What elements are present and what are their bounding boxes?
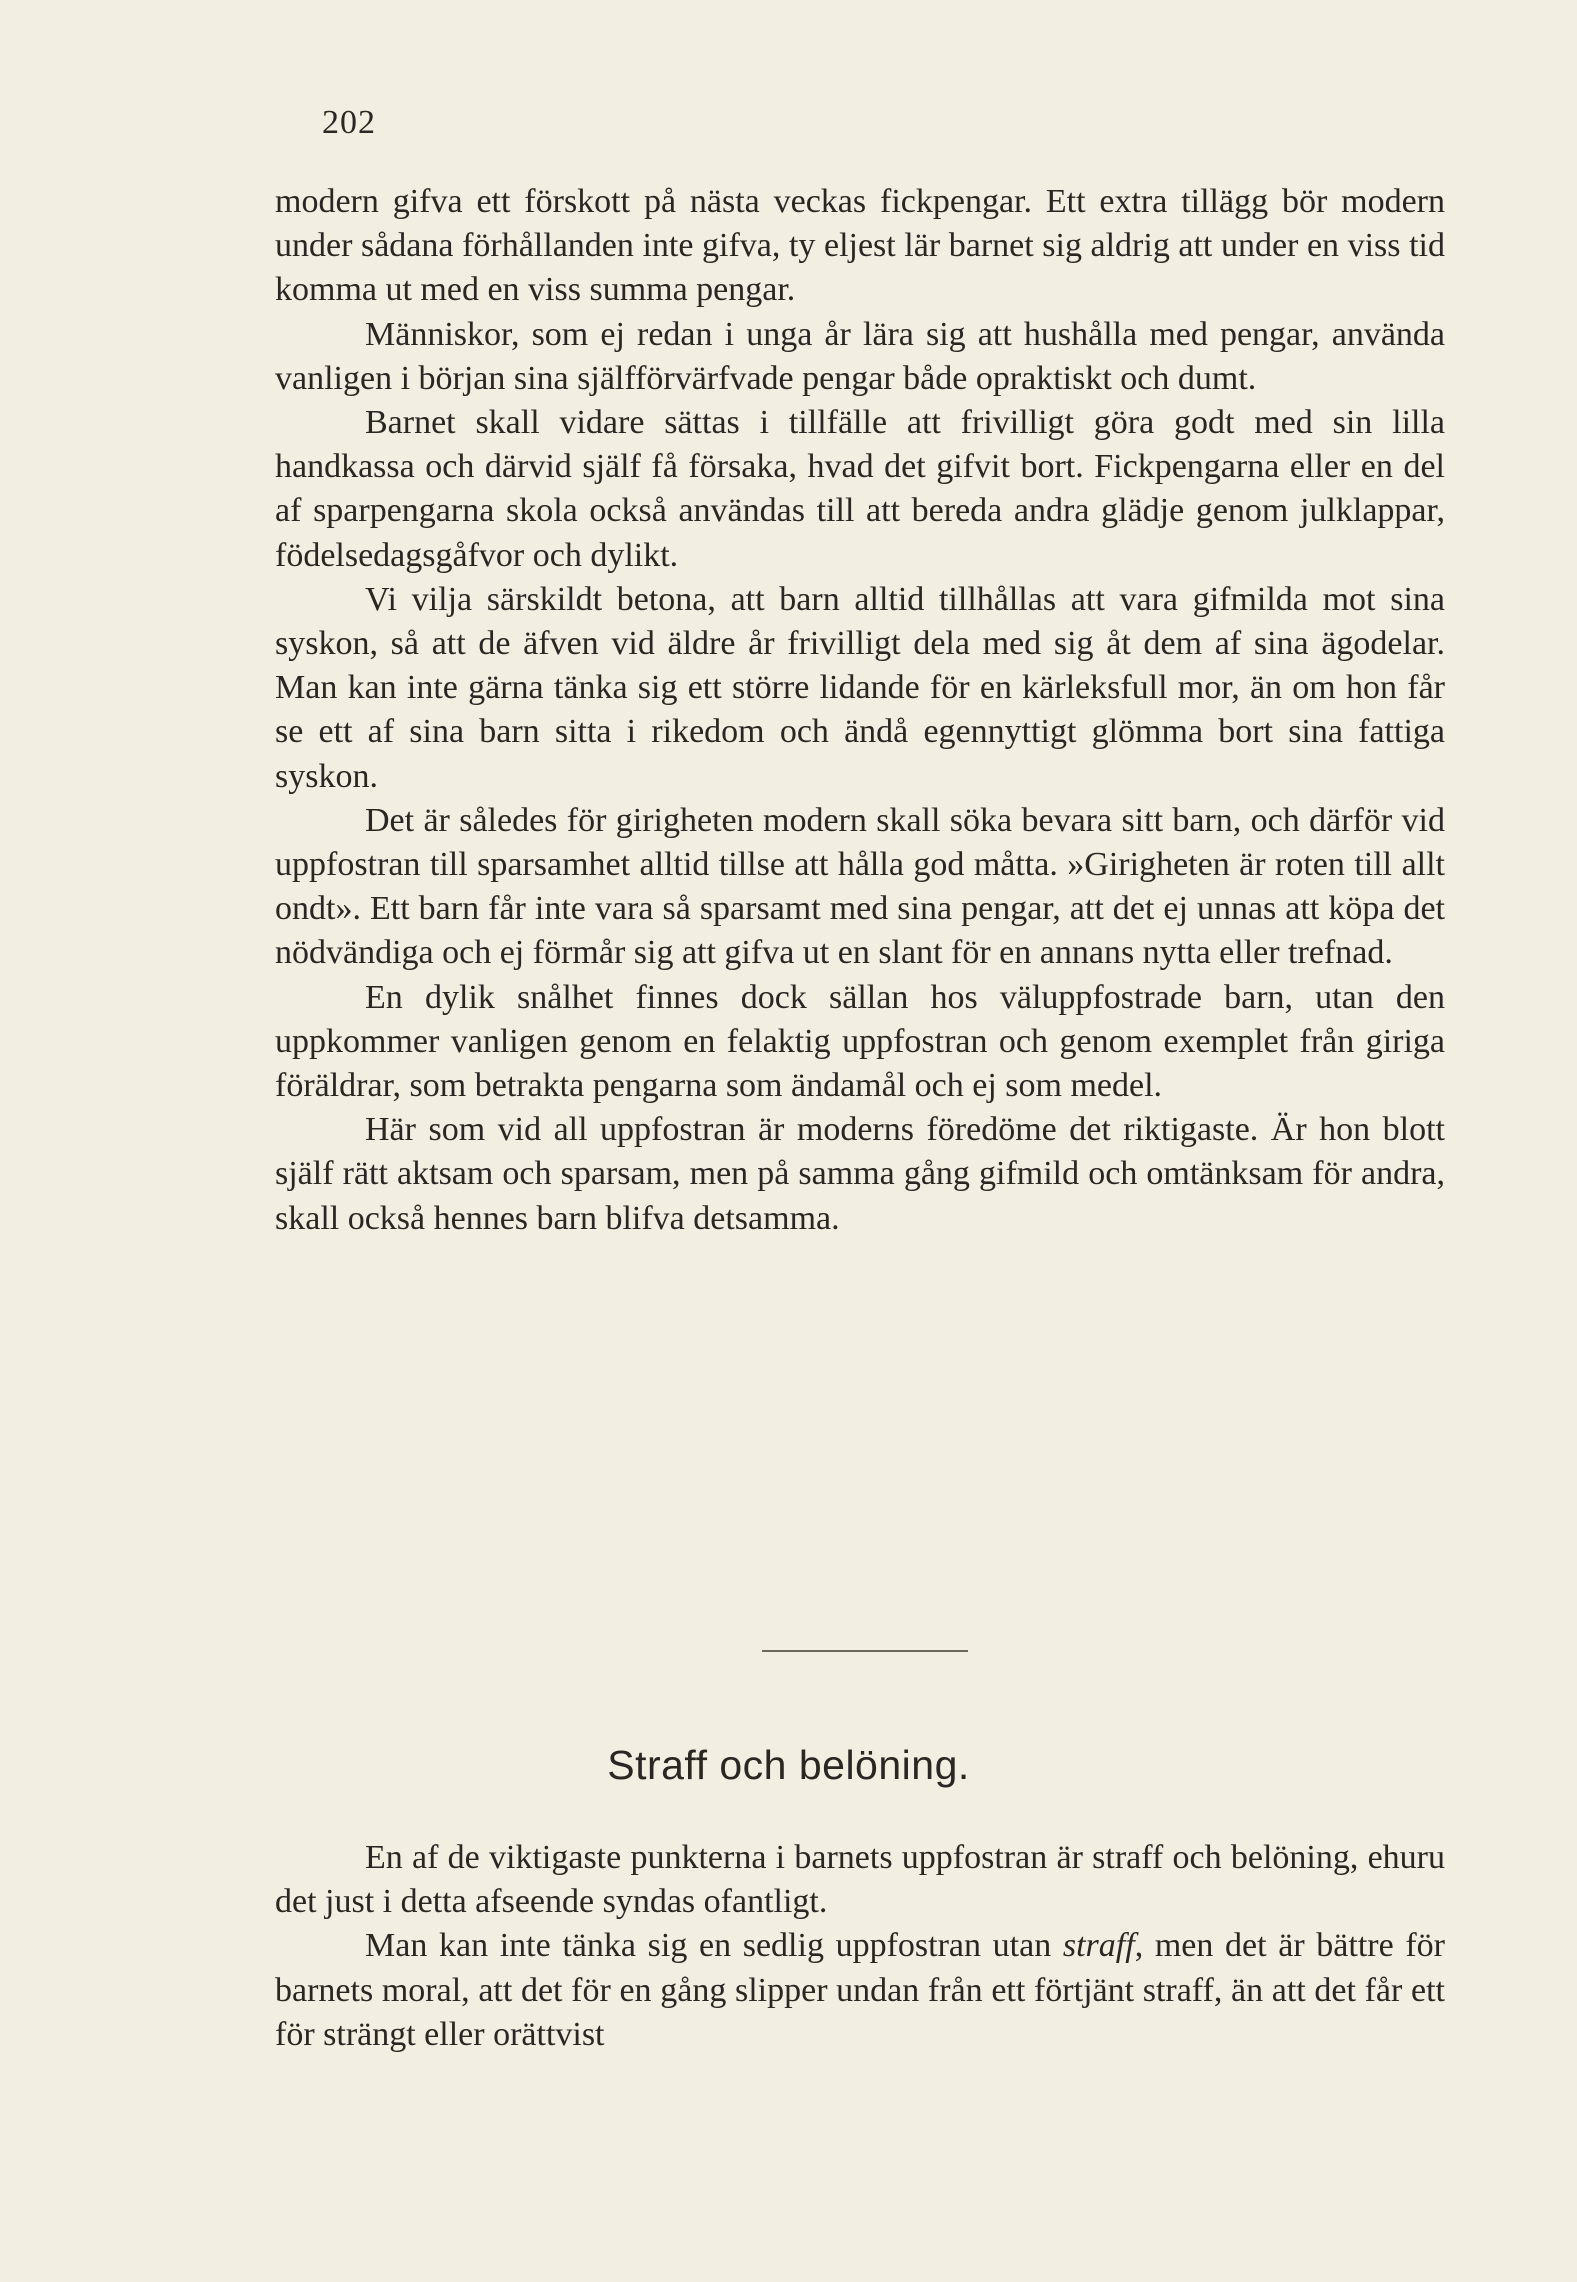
page-number: 202 bbox=[322, 104, 376, 141]
section-heading: Straff och belöning. bbox=[607, 1742, 970, 1788]
paragraph: Barnet skall vidare sättas i tillfälle att frivilligt göra godt med sin lilla handkassa och därvid själf få försaka, hvad det gifvit bort. Fickpengarna eller en del af sparpengarna skola också användas till att bereda andra glädje genom julklappar, födelsedagsgåfvor och dylikt. bbox=[275, 404, 1445, 574]
paragraph: En af de viktigaste punkterna i barnets uppfostran är straff och belöning, ehuru det just i detta afseende syndas ofantligt. bbox=[275, 1839, 1445, 1921]
section-divider bbox=[762, 1650, 968, 1652]
paragraph: Här som vid all uppfostran är moderns föredöme det riktigaste. Är hon blott själf rätt aktsam och sparsam, men på samma gång gifmild och omtänksam för andra, skall också hennes barn blifva detsamma. bbox=[275, 1111, 1445, 1237]
paragraph bbox=[275, 1924, 1445, 2057]
paragraph: En dylik snålhet finnes dock sällan hos väluppfostrade barn, utan den uppkommer vanligen genom en felaktig uppfostran och genom exemplet från giriga föräldrar, som betrakta pengarna som ändamål och ej som medel. bbox=[275, 978, 1445, 1105]
paragraph: Människor, som ej redan i unga år lära sig att hushålla med pengar, använda vanligen i början sina själfförvärfvade pengar både opraktiskt och dumt. bbox=[275, 315, 1445, 397]
paragraph: Vi vilja särskildt betona, att barn alltid tillhållas att vara gifmilda mot sina syskon, så att de äfven vid äldre år frivilligt dela med sig åt dem af sina ägodelar. Man kan inte gärna tänka sig ett större lidande för en kärleksfull mor, än om hon får se ett af sina barn sitta i rikedom och ändå egennyttigt glömma bort sina fattiga syskon. bbox=[275, 580, 1445, 795]
paragraph-text: Man kan inte tänka sig en sedlig uppfostran utan bbox=[365, 1927, 1063, 1965]
body-text bbox=[275, 180, 1445, 1241]
emphasized-word: straff bbox=[1062, 1927, 1135, 1965]
paragraph: Det är således för girigheten modern skall söka bevara sitt barn, och därför vid uppfostran till sparsamhet alltid tillse att hålla god måtta. »Girigheten är roten till allt ondt». Ett barn får inte vara så sparsamt med sina pengar, att det ej unnas att köpa det nödvändiga och ej förmår sig att gifva ut en slant för en annans nytta eller trefnad. bbox=[275, 801, 1445, 972]
paragraph: modern gifva ett förskott på nästa veckas fickpengar. Ett extra tillägg bör modern under sådana förhållanden inte gifva, ty eljest lär barnet sig aldrig att under en viss tid komma ut med en viss summa pengar. bbox=[275, 183, 1445, 309]
paragraph-text: , men det är bättre för barnets moral, att det för en gång slipper undan från ett förtjänt straff, än att det får ett för strängt eller orättvist bbox=[275, 1927, 1445, 2053]
section-text bbox=[275, 1836, 1445, 2057]
